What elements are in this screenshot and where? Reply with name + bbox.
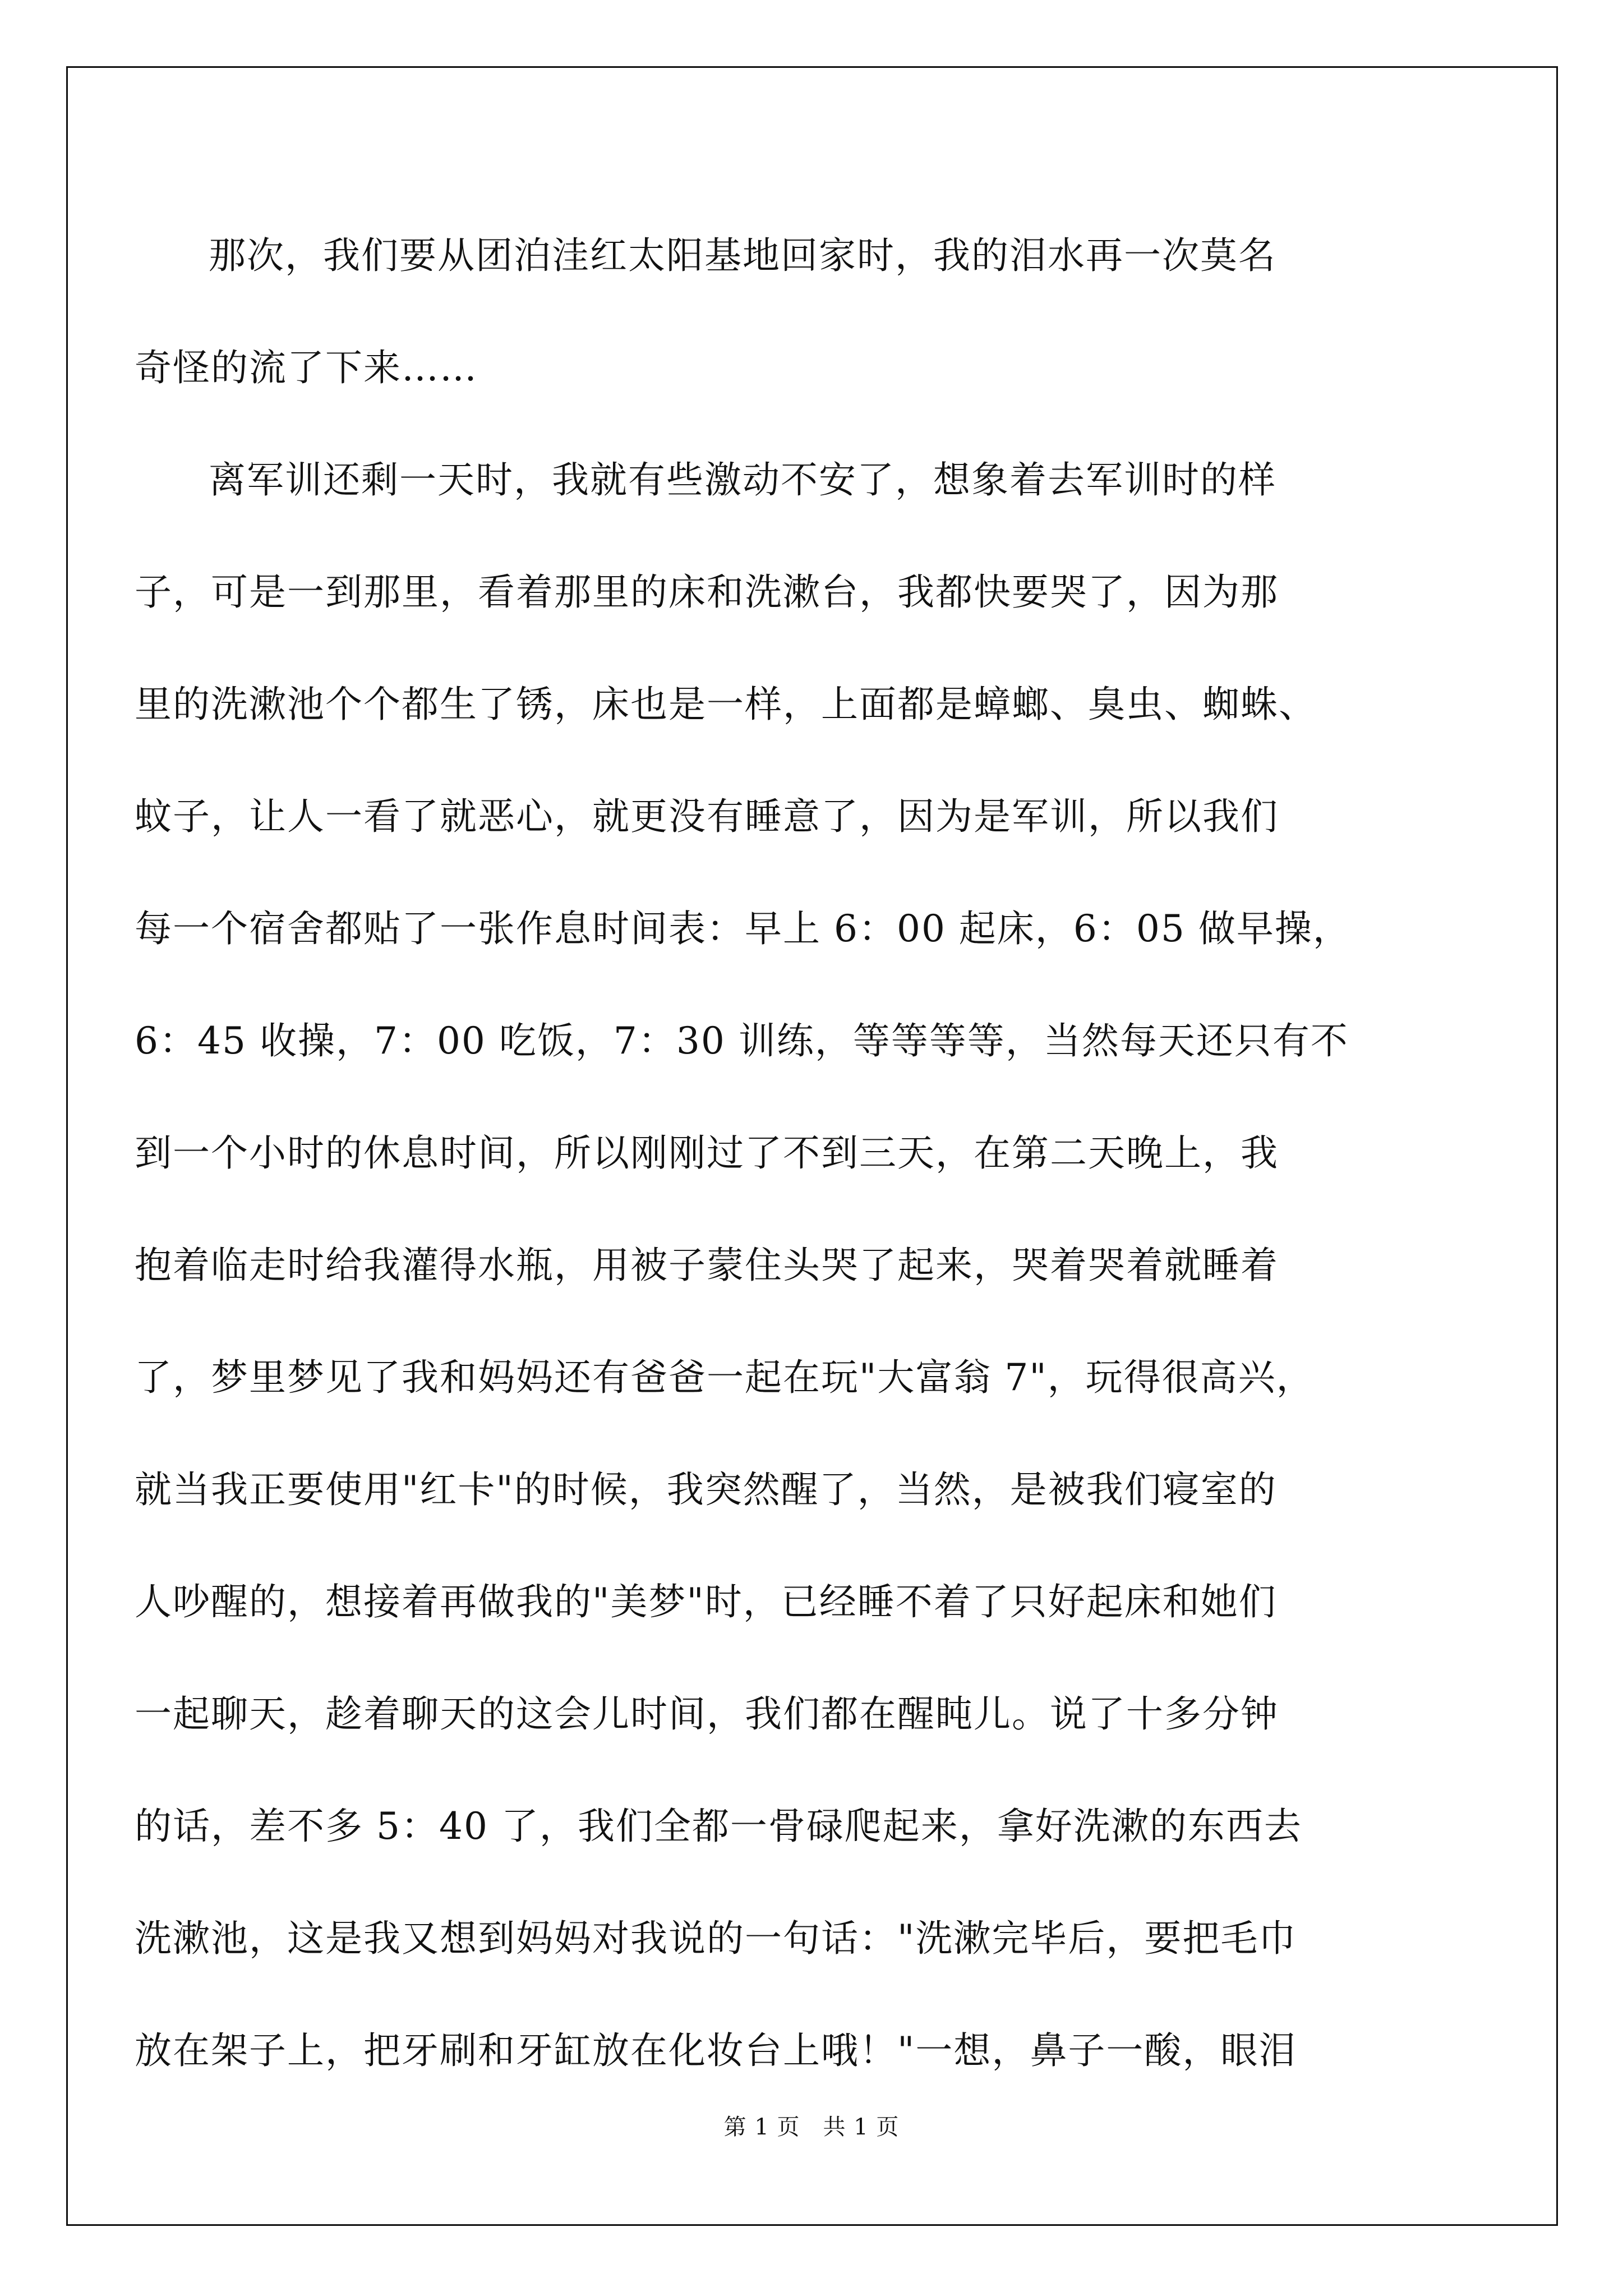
text-line: 人吵醒的，想接着再做我的"美梦"时，已经睡不着了只好起床和她们 bbox=[135, 1580, 1277, 1623]
text-line: 洗漱池，这是我又想到妈妈对我说的一句话："洗漱完毕后，要把毛巾 bbox=[135, 1917, 1297, 1960]
text-line: 一起聊天，趁着聊天的这会儿时间，我们都在醒盹儿。说了十多分钟 bbox=[135, 1692, 1279, 1736]
text-line: 离军训还剩一天时，我就有些激动不安了，想象着去军训时的样 bbox=[209, 458, 1276, 501]
text-line: 子，可是一到那里，看着那里的床和洗漱台，我都快要哭了，因为那 bbox=[135, 570, 1279, 614]
text-line: 到一个小时的休息时间，所以刚刚过了不到三天，在第二天晚上，我 bbox=[135, 1131, 1279, 1175]
text-line: 里的洗漱池个个都生了锈，床也是一样，上面都是蟑螂、臭虫、蜘蛛、 bbox=[135, 683, 1317, 726]
text-line: 蚊子，让人一看了就恶心，就更没有睡意了，因为是军训，所以我们 bbox=[135, 795, 1279, 838]
text-line: 了，梦里梦见了我和妈妈还有爸爸一起在玩"大富翁 7"，玩得很高兴， bbox=[135, 1356, 1315, 1399]
text-line: 的话，差不多 5：40 了，我们全都一骨碌爬起来，拿好洗漱的东西去 bbox=[135, 1805, 1302, 1848]
text-line: 那次，我们要从团泊洼红太阳基地回家时，我的泪水再一次莫名 bbox=[209, 234, 1276, 277]
text-line: 每一个宿舍都贴了一张作息时间表：早上 6：00 起床，6：05 做早操， bbox=[135, 907, 1351, 950]
text-line: 抱着临走时给我灌得水瓶，用被子蒙住头哭了起来，哭着哭着就睡着 bbox=[135, 1244, 1279, 1287]
text-line: 奇怪的流了下来…… bbox=[135, 346, 478, 389]
text-line: 就当我正要使用"红卡"的时候，我突然醒了，当然，是被我们寝室的 bbox=[135, 1468, 1277, 1511]
text-line: 放在架子上，把牙刷和牙缸放在化妆台上哦！"一想，鼻子一酸，眼泪 bbox=[135, 2029, 1297, 2072]
page-number-footer: 第 1 页 共 1 页 bbox=[723, 2114, 900, 2140]
text-line: 6：45 收操，7：00 吃饭，7：30 训练，等等等等，当然每天还只有不 bbox=[135, 1019, 1349, 1062]
document-body bbox=[135, 222, 1436, 2129]
